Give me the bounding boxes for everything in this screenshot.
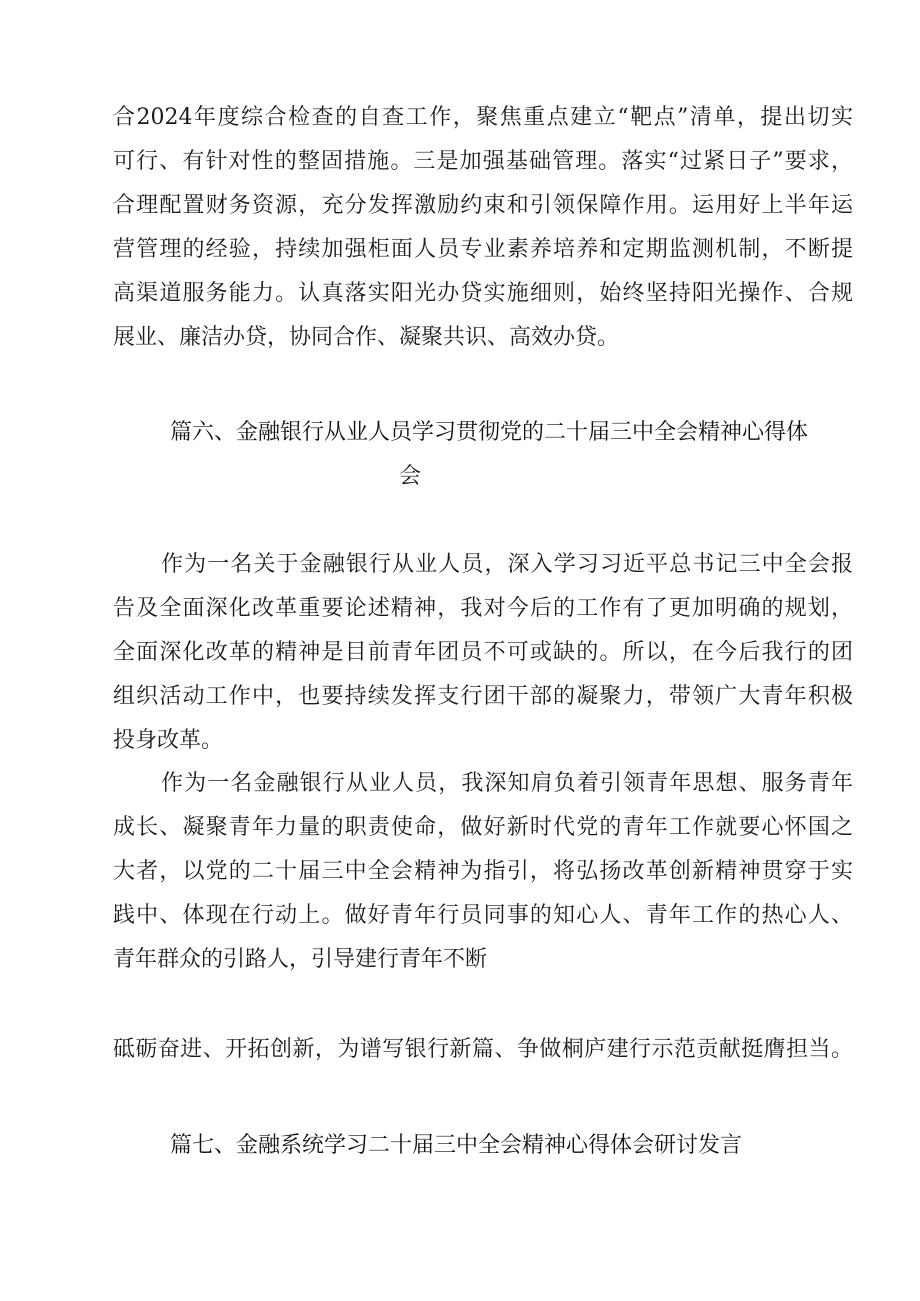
section-heading-continued: 会 [399,464,422,489]
body-line: 组织活动工作中，也要持续发挥支行团干部的凝聚力，带领广大青年积极 [113,684,853,709]
body-line: 可行、有针对性的整固措施。三是加强基础管理。落实“过紧日子”要求， [113,149,853,174]
body-line: 合理配置财务资源，充分发挥激励约束和引领保障作用。运用好上半年运 [113,193,853,218]
body-line: 投身改革。 [113,728,224,753]
body-line: 营管理的经验，持续加强柜面人员专业素养培养和定期监测机制，不断提 [113,237,853,262]
body-line: 告及全面深化改革重要论述精神，我对今后的工作有了更加明确的规划， [113,596,853,621]
body-line: 合2024年度综合检查的自查工作，聚焦重点建立“靶点”清单，提出切实 [113,105,853,130]
body-line: 展业、廉洁办贷，协同合作、凝聚共识、高效办贷。 [113,325,620,350]
section-heading: 篇七、金融系统学习二十届三中全会精神心得体会研讨发言 [170,1133,743,1158]
body-line: 大者，以党的二十届三中全会精神为指引，将弘扬改革创新精神贯穿于实 [113,859,853,884]
body-line: 成长、凝聚青年力量的职责使命，做好新时代党的青年工作就要心怀国之 [113,815,853,840]
body-line: 践中、体现在行动上。做好青年行员同事的知心人、青年工作的热心人、 [113,903,853,928]
body-line: 全面深化改革的精神是目前青年团员不可或缺的。所以，在今后我行的团 [113,640,853,665]
paragraph-first-line: 作为一名金融银行从业人员，我深知肩负着引领青年思想、服务青年 [161,771,853,796]
paragraph-first-line: 作为一名关于金融银行从业人员，深入学习习近平总书记三中全会报 [161,552,853,577]
body-line: 青年群众的引路人，引导建行青年不断 [113,947,488,972]
body-line: 砥砺奋进、开拓创新，为谱写银行新篇、争做桐庐建行示范贡献挺膺担当。 [113,1037,853,1062]
section-heading: 篇六、金融银行从业人员学习贯彻党的二十届三中全会精神心得体 [170,420,809,445]
body-line: 高渠道服务能力。认真落实阳光办贷实施细则，始终坚持阳光操作、合规 [113,281,853,306]
